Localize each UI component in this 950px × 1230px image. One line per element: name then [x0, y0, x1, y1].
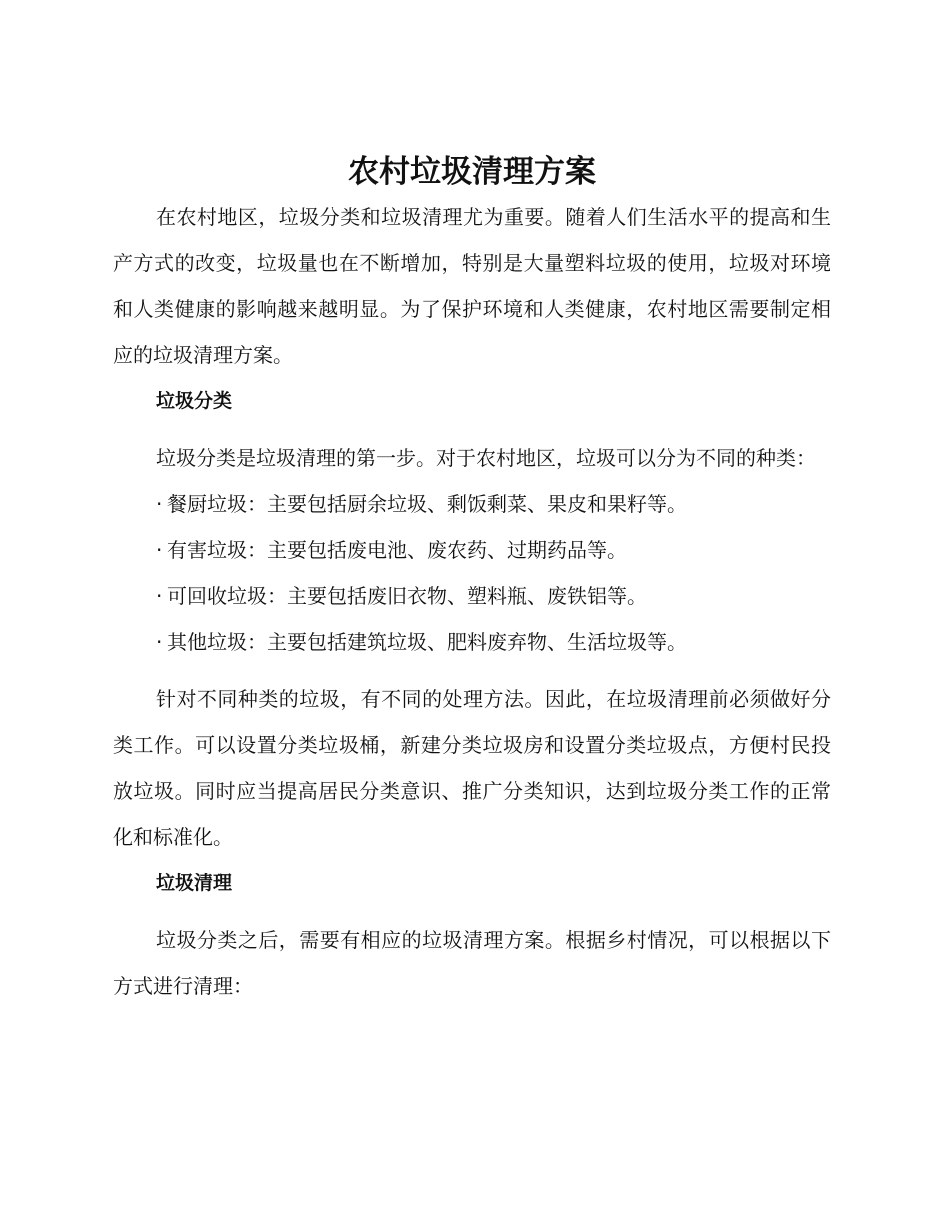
document-title: 农村垃圾清理方案: [348, 154, 596, 190]
list-item-kitchen-waste: [113, 481, 831, 527]
list-item-text: 有害垃圾：主要包括废电池、废农药、过期药品等。: [167, 538, 627, 562]
intro-paragraph: 在农村地区，垃圾分类和垃圾清理尤为重要。随着人们生活水平的提高和生产方式的改变，垃圾量也在不断增加，特别是大量塑料垃圾的使用，垃圾对环境和人类健康的影响越来越明显。为了保护环境和人类健康，农村地区需要制定相应的垃圾清理方案。: [113, 205, 831, 367]
bullet-marker: ·: [156, 492, 163, 516]
section-heading-cleanup: 垃圾清理: [156, 872, 233, 894]
classification-conclusion-paragraph: 针对不同种类的垃圾，有不同的处理方法。因此，在垃圾清理前必须做好分类工作。可以设置分类垃圾桶，新建分类垃圾房和设置分类垃圾点，方便村民投放垃圾。同时应当提高居民分类意识、推广分类知识，达到垃圾分类工作的正常化和标准化。: [113, 687, 831, 849]
list-item-text: 餐厨垃圾：主要包括厨余垃圾、剩饭剩菜、果皮和果籽等。: [167, 492, 687, 516]
list-item-text: 其他垃圾：主要包括建筑垃圾、肥料废弃物、生活垃圾等。: [167, 630, 687, 654]
section-heading-classification: 垃圾分类: [156, 390, 233, 412]
list-item-text: 可回收垃圾：主要包括废旧衣物、塑料瓶、废铁铝等。: [167, 584, 647, 608]
list-item-recyclable-waste: [113, 573, 831, 619]
list-item-hazardous-waste: [113, 527, 831, 573]
bullet-marker: ·: [156, 538, 163, 562]
bullet-marker: ·: [156, 584, 163, 608]
classification-intro-paragraph: 垃圾分类是垃圾清理的第一步。对于农村地区，垃圾可以分为不同的种类：: [156, 446, 816, 470]
cleanup-intro-paragraph: 垃圾分类之后，需要有相应的垃圾清理方案。根据乡村情况，可以根据以下方式进行清理：: [113, 928, 831, 998]
bullet-marker: ·: [156, 630, 163, 654]
document-body: [113, 150, 831, 1009]
list-item-other-waste: [113, 619, 831, 665]
